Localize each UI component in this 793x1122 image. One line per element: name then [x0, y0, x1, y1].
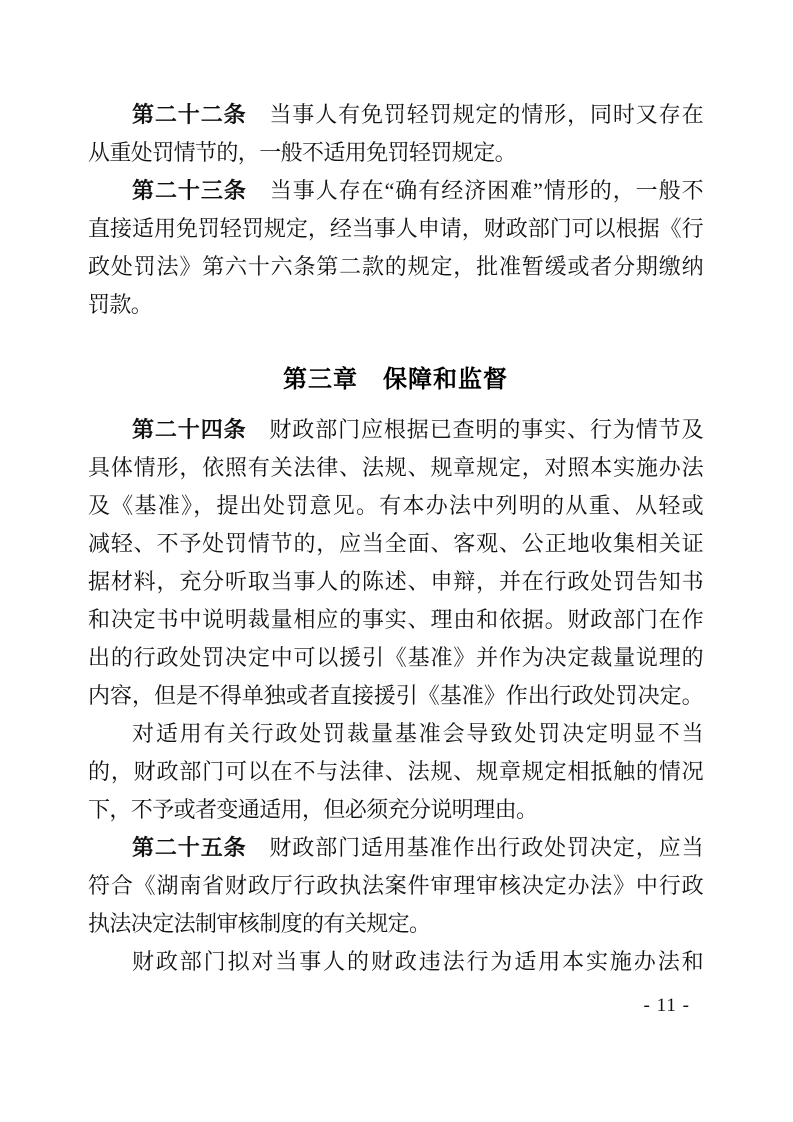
line-text: 减轻、不予处罚情节的，应当全面、客观、公正地收集相关证: [88, 531, 703, 556]
text-line: [88, 639, 703, 677]
line-text: 和决定书中说明裁量相应的事实、理由和依据。财政部门在作: [88, 607, 703, 632]
text-line: [88, 867, 703, 905]
article-number: 第二十二条: [132, 102, 247, 127]
line-text: 财政部门拟对当事人的财政违法行为适用本实施办法和: [132, 949, 703, 974]
line-text: 政处罚法》第六十六条第二款的规定，批准暂缓或者分期缴纳: [88, 254, 703, 279]
text-line: [88, 172, 703, 210]
line-text: 罚款。: [88, 292, 153, 317]
line-text: 财政部门应根据已查明的事实、行为情节及: [246, 417, 703, 442]
text-line: [88, 248, 703, 286]
text-line: [88, 563, 703, 601]
text-line: [88, 487, 703, 525]
article-number: 第二十三条: [132, 178, 247, 203]
text-line: [88, 905, 703, 943]
line-text: 从重处罚情节的，一般不适用免罚轻罚规定。: [88, 140, 517, 165]
text-line: [88, 525, 703, 563]
text-line: [88, 677, 703, 715]
text-line: [88, 943, 703, 981]
page-number: - 11 -: [643, 995, 690, 1016]
chapter-heading: 第三章 保障和监督: [283, 366, 508, 393]
line-text: 及《基准》，提出处罚意见。有本办法中列明的从重、从轻或: [88, 493, 703, 518]
line-text: 符合《湖南省财政厅行政执法案件审理审核决定办法》中行政: [88, 873, 703, 898]
line-text: 出的行政处罚决定中可以援引《基准》并作为决定裁量说理的: [88, 645, 703, 670]
line-text: 执法决定法制审核制度的有关规定。: [88, 911, 431, 936]
line-text: 的，财政部门可以在不与法律、法规、规章规定相抵触的情况: [88, 759, 703, 784]
text-line: [88, 753, 703, 791]
text-line: [88, 715, 703, 753]
text-line: [88, 210, 703, 248]
line-text: 下，不予或者变通适用，但必须充分说明理由。: [88, 797, 538, 822]
text-line: [88, 449, 703, 487]
text-line: [88, 286, 703, 324]
text-line: [88, 96, 703, 134]
text-line: [88, 601, 703, 639]
text-line: [88, 791, 703, 829]
line-text: 内容，但是不得单独或者直接援引《基准》作出行政处罚决定。: [88, 683, 703, 708]
line-text: 对适用有关行政处罚裁量基准会导致处罚决定明显不当: [132, 721, 703, 746]
line-text: 据材料，充分听取当事人的陈述、申辩，并在行政处罚告知书: [88, 569, 703, 594]
text-line: [88, 411, 703, 449]
document-content: [88, 96, 703, 1018]
line-text: 财政部门适用基准作出行政处罚决定，应当: [246, 835, 703, 860]
line-text: 当事人存在“确有经济困难”情形的，一般不: [246, 178, 703, 203]
text-line: [88, 134, 703, 172]
line-text: 具体情形，依照有关法律、法规、规章规定，对照本实施办法: [88, 455, 703, 480]
article-number: 第二十四条: [132, 417, 247, 442]
text-line: [88, 829, 703, 867]
line-text: 当事人有免罚轻罚规定的情形，同时又存在: [246, 102, 703, 127]
article-number: 第二十五条: [132, 835, 247, 860]
line-text: 直接适用免罚轻罚规定，经当事人申请，财政部门可以根据《行: [88, 216, 703, 241]
